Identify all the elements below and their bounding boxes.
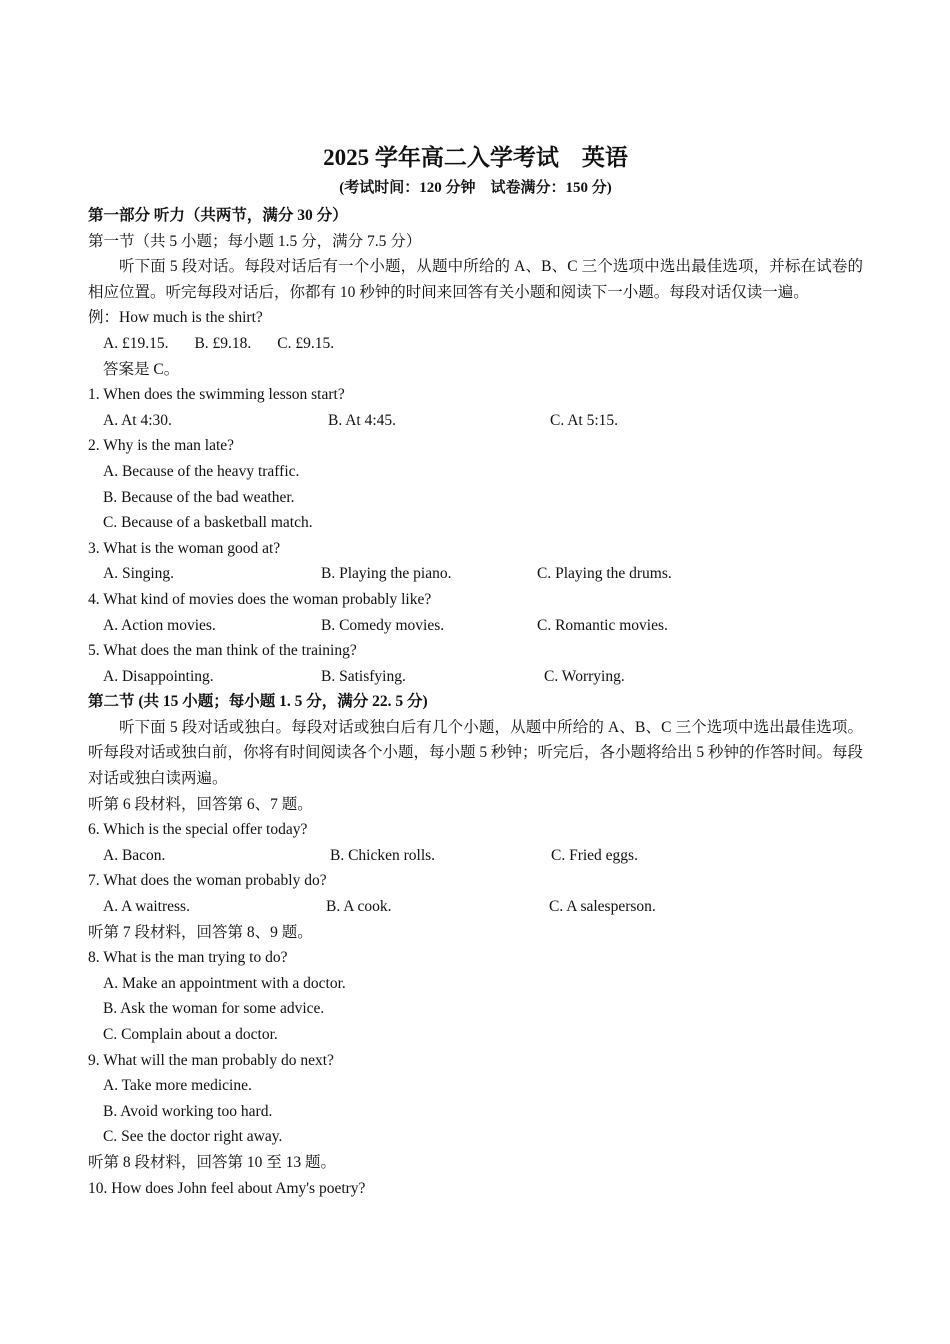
option-b: B. Ask the woman for some advice. bbox=[103, 1000, 325, 1018]
section1-instructions: 听下面 5 段对话。每段对话后有一个小题，从题中所给的 A、B、C 三个选项中选出最佳选项，并标在试卷的相应位置。听完每段对话后，你都有 10 秒钟的时间来回答有关小题和阅读下一小题。每段对话仅读一遍。 bbox=[88, 258, 863, 301]
example-answer: 答案是 C。 bbox=[103, 360, 180, 378]
example-question: 例：How much is the shirt? bbox=[88, 309, 263, 327]
option-a: A. A waitress. bbox=[103, 898, 190, 916]
question-3-options bbox=[88, 561, 863, 587]
section1-heading: 第一节（共 5 小题；每小题 1.5 分，满分 7.5 分） bbox=[88, 232, 422, 250]
option-c: C. Romantic movies. bbox=[537, 616, 668, 634]
option-b: B. Satisfying. bbox=[321, 667, 406, 685]
part1-heading: 第一部分 听力（共两节，满分 30 分） bbox=[88, 207, 348, 224]
section2-instructions: 听下面 5 段对话或独白。每段对话或独白后有几个小题，从题中所给的 A、B、C 三个选项中选出最佳选项。听每段对话或独白前，你将有时间阅读各个小题，每小题 5 秒钟；听完后，各小题将给出 5 秒钟的作答时间。每段对话或独白读两遍。 bbox=[88, 718, 864, 788]
page-title: 2025 学年高二入学考试 英语 bbox=[323, 145, 628, 170]
option-c: C. At 5:15. bbox=[550, 411, 619, 429]
option-a: A. Because of the heavy traffic. bbox=[103, 462, 300, 480]
option-a: A. Make an appointment with a doctor. bbox=[103, 974, 346, 992]
option-a: A. Singing. bbox=[103, 565, 175, 583]
option-a: A. Take more medicine. bbox=[103, 1077, 252, 1095]
option-a: A. At 4:30. bbox=[103, 411, 172, 429]
question-1-options bbox=[88, 408, 863, 434]
question-5-options bbox=[88, 664, 863, 690]
exam-page bbox=[88, 141, 863, 1201]
question-7-options bbox=[88, 894, 863, 920]
option-c: C. Complain about a doctor. bbox=[103, 1026, 278, 1043]
material-8-note: 听第 8 段材料，回答第 10 至 13 题。 bbox=[88, 1153, 337, 1171]
option-b: B. At 4:45. bbox=[328, 411, 397, 429]
option-c: C. Playing the drums. bbox=[537, 565, 672, 583]
question-1: 1. When does the swimming lesson start? bbox=[88, 386, 345, 404]
option-b: B. Because of the bad weather. bbox=[103, 488, 295, 506]
material-7-note: 听第 7 段材料，回答第 8、9 题。 bbox=[88, 923, 313, 941]
option-b: B. A cook. bbox=[326, 898, 392, 916]
option-c: C. A salesperson. bbox=[549, 898, 656, 916]
option-c: C. Worrying. bbox=[544, 667, 625, 685]
option-b: B. Playing the piano. bbox=[321, 565, 452, 583]
question-7: 7. What does the woman probably do? bbox=[88, 872, 327, 890]
option-a: A. £19.15. bbox=[103, 334, 169, 352]
option-c: C. See the doctor right away. bbox=[103, 1128, 283, 1146]
option-b: B. Comedy movies. bbox=[321, 616, 445, 634]
exam-info: (考试时间：120 分钟 试卷满分：150 分) bbox=[339, 180, 612, 196]
example-options bbox=[88, 331, 863, 357]
option-a: A. Bacon. bbox=[103, 846, 166, 864]
section2-heading: 第二节 (共 15 小题；每小题 1. 5 分，满分 22. 5 分) bbox=[88, 693, 428, 711]
option-c: C. Because of a basketball match. bbox=[103, 514, 313, 532]
question-6-options bbox=[88, 843, 863, 869]
question-4-options bbox=[88, 613, 863, 639]
option-b: B. Chicken rolls. bbox=[330, 846, 436, 864]
option-a: A. Disappointing. bbox=[103, 667, 214, 685]
question-4: 4. What kind of movies does the woman probably like? bbox=[88, 590, 432, 608]
option-c: C. Fried eggs. bbox=[551, 846, 638, 864]
question-5: 5. What does the man think of the training? bbox=[88, 642, 357, 660]
option-b: B. £9.18. bbox=[194, 334, 252, 352]
question-10: 10. How does John feel about Amy's poetry? bbox=[88, 1179, 366, 1197]
question-6: 6. Which is the special offer today? bbox=[88, 821, 308, 839]
question-2: 2. Why is the man late? bbox=[88, 437, 235, 455]
question-8: 8. What is the man trying to do? bbox=[88, 949, 288, 967]
option-a: A. Action movies. bbox=[103, 616, 216, 634]
question-9: 9. What will the man probably do next? bbox=[88, 1051, 334, 1069]
material-6-note: 听第 6 段材料，回答第 6、7 题。 bbox=[88, 795, 313, 813]
option-b: B. Avoid working too hard. bbox=[103, 1102, 273, 1120]
question-3: 3. What is the woman good at? bbox=[88, 539, 281, 557]
option-c: C. £9.15. bbox=[277, 334, 335, 352]
